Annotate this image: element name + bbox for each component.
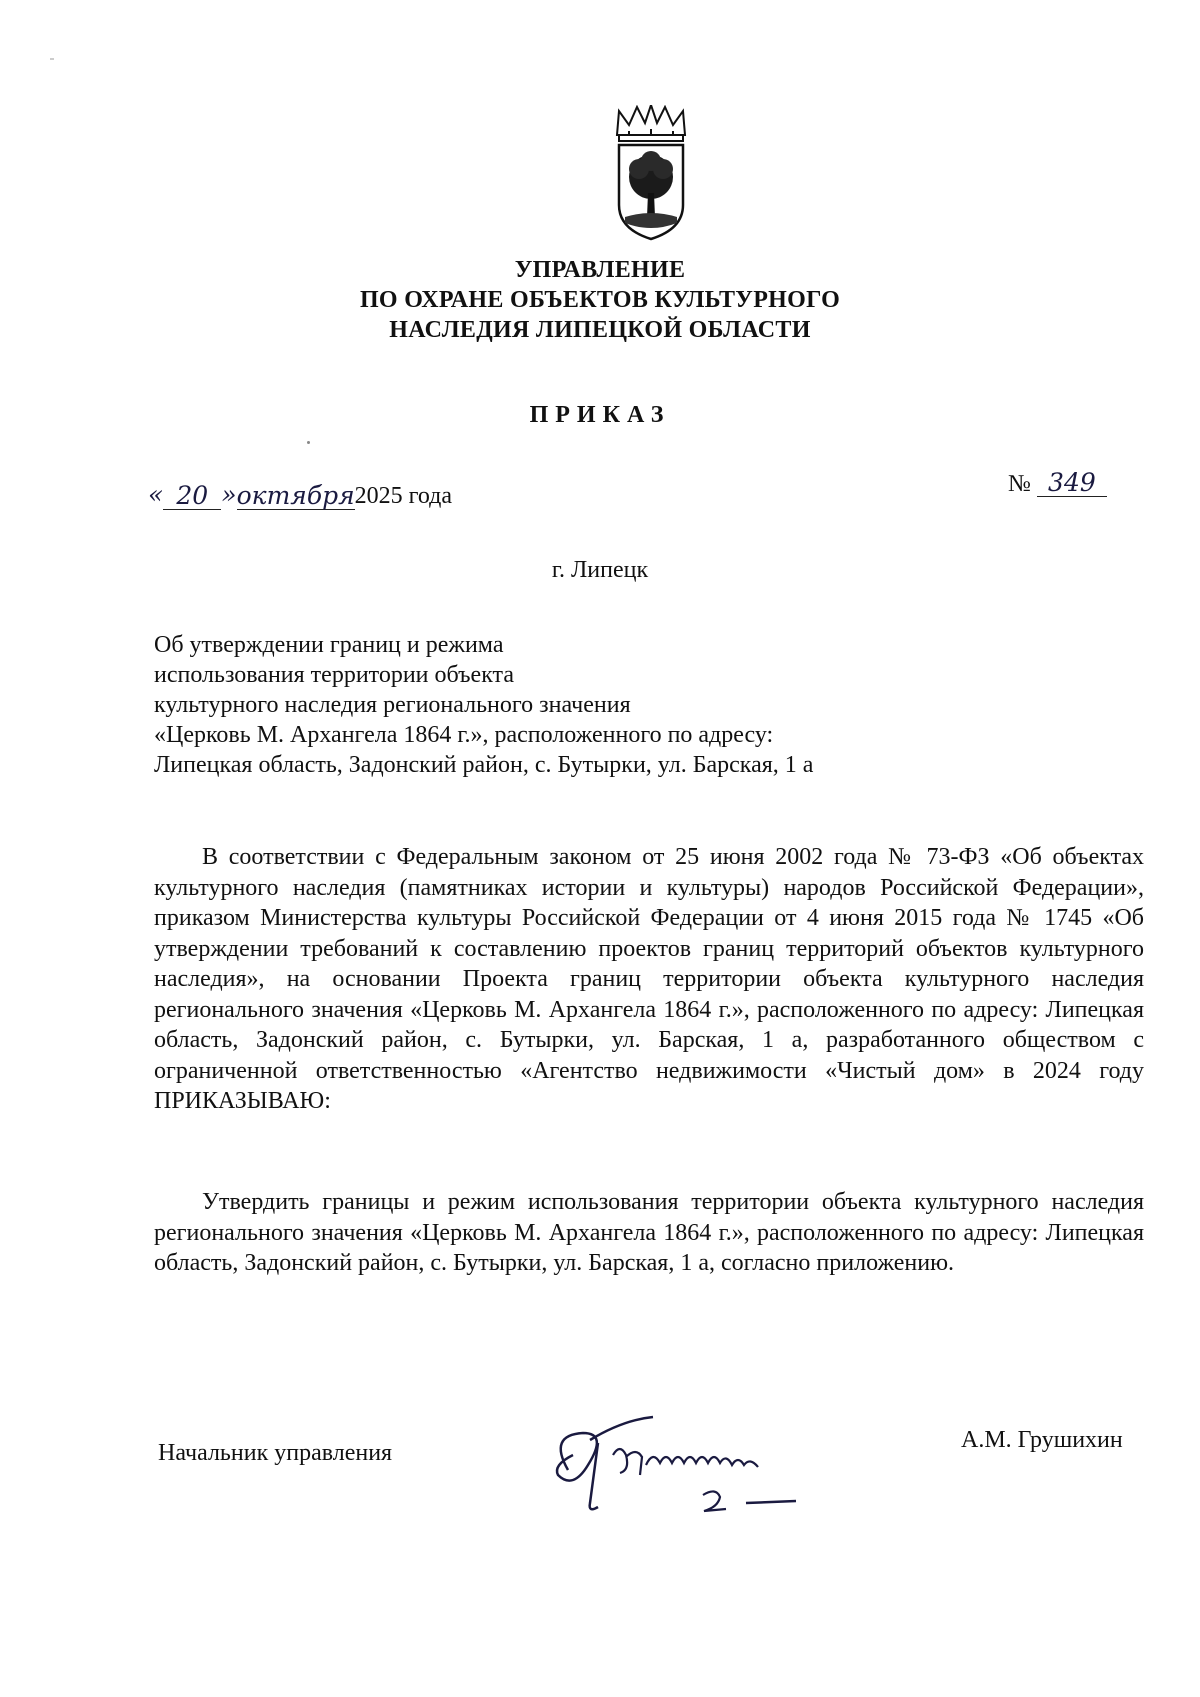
date-close-quote: » <box>221 480 237 509</box>
subject-line: культурного наследия регионального значения <box>154 692 631 718</box>
org-name-line-2: ПО ОХРАНЕ ОБЪЕКТОВ КУЛЬТУРНОГО <box>359 287 841 313</box>
body-paragraph-2: Утвердить границы и режим использования территории объекта культурного наследия регионального значения «Церковь М. Архангела 1864 г.», расположенного по адресу: Липецкая область, Задонский район, с. Бутырки, ул. Барская, 1 а, согласно приложению. <box>154 1189 1144 1276</box>
date-day: 20 <box>163 483 221 510</box>
number-label: № <box>1008 471 1031 497</box>
subject-line: Липецкая область, Задонский район, с. Бутырки, ул. Барская, 1 а <box>154 752 814 778</box>
scan-speck <box>50 58 54 60</box>
signatory-name: А.М. Грушихин <box>961 1427 1123 1453</box>
signatory-title: Начальник управления <box>158 1440 393 1466</box>
coat-of-arms-icon <box>613 105 689 245</box>
body-paragraph-1: В соответствии с Федеральным законом от 25 июня 2002 года № 73-ФЗ «Об объектах культурного наследия (памятниках истории и культуры) народов Российской Федерации», приказом Министерства культуры Российской Федерации от 4 июня 2015 года № 1745 «Об утверждении требований к составлению проектов границ территорий объектов культурного наследия», на основании Проекта границ территории объекта культурного наследия регионального значения «Церковь М. Архангела 1864 г.», расположенного по адресу: Липецкая область, Задонский район, с. Бутырки, ул. Барская, 1 а, разработанного обществом с ограниченной ответственностью «Агентство недвижимости «Чистый дом» в 2024 году ПРИКАЗЫВАЮ: <box>154 844 1144 1114</box>
order-date <box>148 480 452 510</box>
org-name-line-1: УПРАВЛЕНИЕ <box>514 257 686 283</box>
org-name-line-3: НАСЛЕДИЯ ЛИПЕЦКОЙ ОБЛАСТИ <box>389 317 811 343</box>
scan-speck <box>307 441 310 444</box>
date-open-quote: « <box>148 480 164 509</box>
order-subject <box>154 630 813 780</box>
subject-line: «Церковь М. Архангела 1864 г.», расположенного по адресу: <box>154 722 774 748</box>
subject-line: Об утверждении границ и режима <box>154 632 504 658</box>
date-month: октября <box>236 481 355 510</box>
date-year: 2025 года <box>354 483 453 509</box>
order-number <box>1008 470 1107 498</box>
subject-line: использования территории объекта <box>154 662 514 688</box>
city: г. Липецк <box>551 557 649 583</box>
document-type: ПРИКАЗ <box>529 402 671 428</box>
number-value: 349 <box>1037 470 1107 497</box>
handwritten-signature <box>528 1395 868 1535</box>
